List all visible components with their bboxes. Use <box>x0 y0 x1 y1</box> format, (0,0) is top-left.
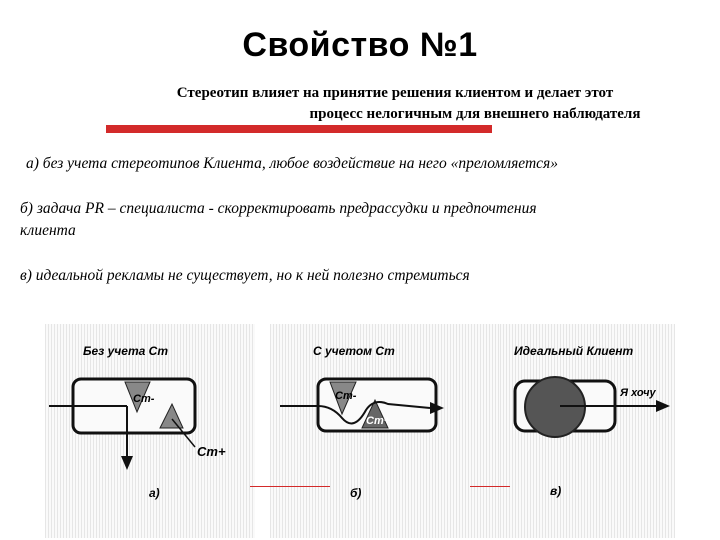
panel-a-letter: а) <box>149 486 160 500</box>
accent-bar <box>106 125 492 133</box>
panel-b-letter: б) <box>350 486 362 500</box>
st-minus-label: Cт- <box>133 393 155 405</box>
slide-subtitle <box>95 83 695 125</box>
panel-b-label: С учетом Cт <box>313 344 395 358</box>
subtitle-line-1: Стереотип влияет на принятие решения клиентом и делает этот <box>176 85 614 101</box>
st-plus-label: Cт+ <box>366 415 391 427</box>
statement-c: в) идеальной рекламы не существует, но к ней полезно стремиться <box>20 267 470 284</box>
panel-c-letter: в) <box>550 484 562 498</box>
diagram-panel-b <box>270 324 500 538</box>
accent-rule-2 <box>470 486 510 487</box>
statement-a: а) без учета стереотипов Клиента, любое воздействие на него «преломляется» <box>26 155 558 172</box>
st-plus-label: Cт+ <box>197 444 226 459</box>
want-arrow-head <box>656 400 670 412</box>
statement-b: б) задача PR – специалиста - скорректировать предрассудки и предпочтения клиента <box>20 200 537 239</box>
panel-a-diagram <box>45 324 255 538</box>
subtitle-line-2: процесс нелогичным для внешнего наблюдателя <box>309 106 641 122</box>
slide-title: Свойство №1 <box>242 26 478 64</box>
deflected-arrow-head <box>121 456 133 470</box>
diagram-panel-a <box>45 324 255 538</box>
panel-c-diagram <box>500 324 675 538</box>
accent-rule-1 <box>250 486 330 487</box>
panel-b-diagram <box>270 324 500 538</box>
panel-c-label: Идеальный Клиент <box>514 344 634 358</box>
want-label: Я хочу <box>620 387 656 399</box>
diagram-panel-c <box>500 324 675 538</box>
panel-a-label: Без учета Cт <box>83 344 168 358</box>
st-minus-label: Cт- <box>335 390 357 402</box>
